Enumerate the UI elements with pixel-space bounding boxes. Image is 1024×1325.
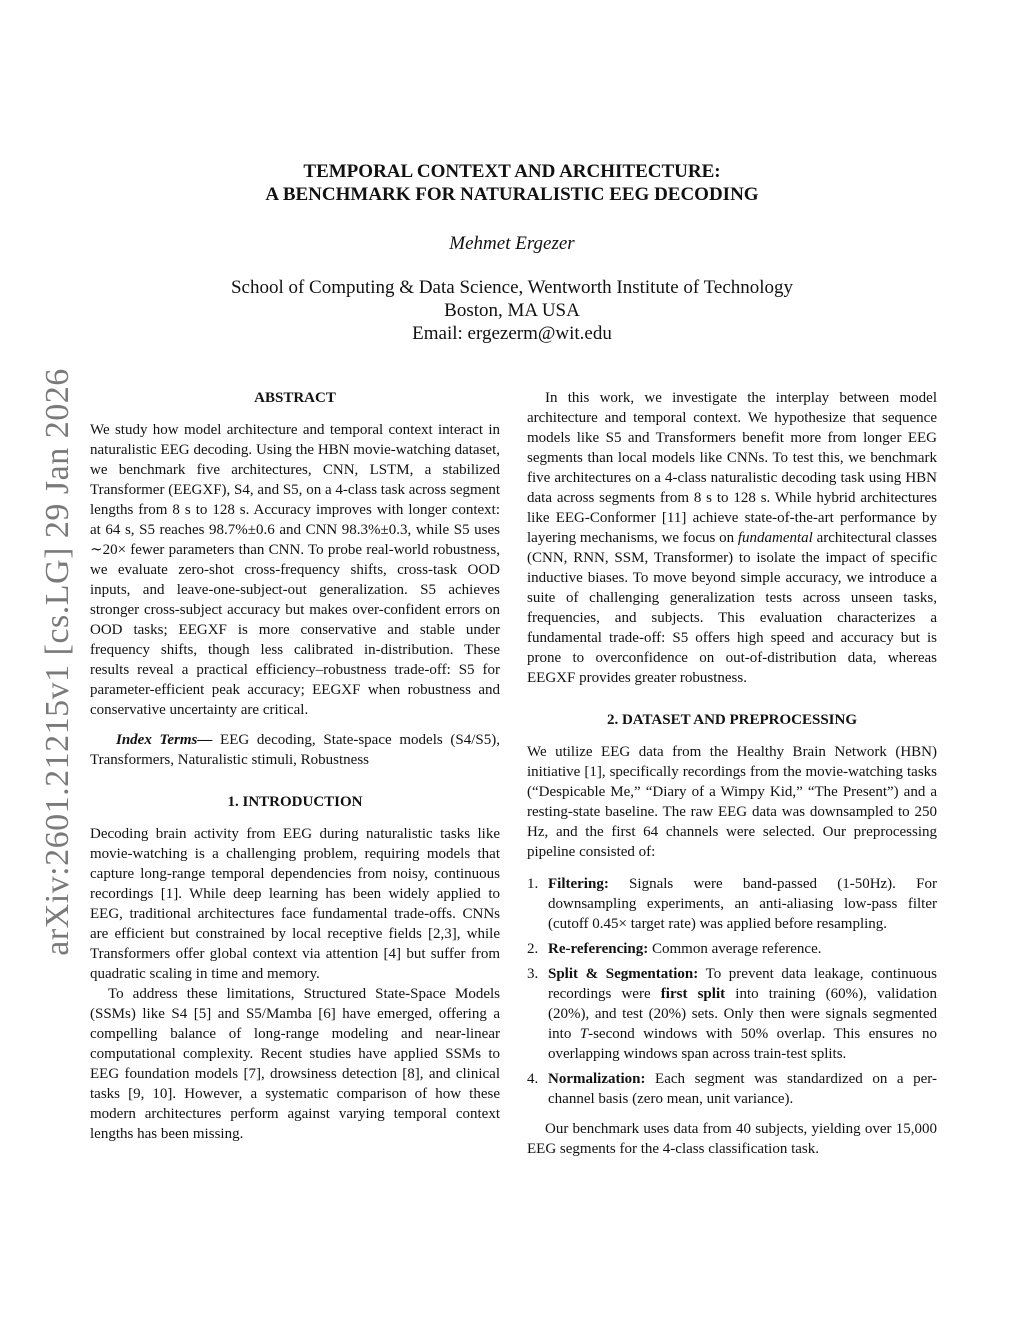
list-item bbox=[527, 1069, 937, 1109]
step-term: Normalization: bbox=[548, 1071, 646, 1087]
list-item bbox=[527, 874, 937, 934]
preprocessing-steps bbox=[527, 874, 937, 1109]
paper-header bbox=[0, 160, 1024, 345]
step-term: Split & Segmentation: bbox=[548, 966, 699, 982]
intro-paragraph-1: Decoding brain activity from EEG during naturalistic tasks like movie-watching is a challenging problem, requiring models that capture long-range temporal dependencies from noisy, continuous recordings [1]. While deep learning has been widely applied to EEG, traditional architectures face fundamental trade-offs. CNNs are efficient but constrained by local receptive fields [2,3], while Transformers offer global context via attention [4] but suffer from quadratic scaling in time and memory. bbox=[90, 826, 500, 982]
step-number: 4. bbox=[527, 1071, 539, 1087]
dataset-intro: We utilize EEG data from the Healthy Brain Network (HBN) initiative [1], specifically recordings from the movie-watching tasks (“Despicable Me,” “Diary of a Wimpy Kid,” “The Present”) and a resting-state baseline. The raw EEG data was downsampled to 250 Hz, and the first 64 channels were selected. Our preprocessing pipeline consisted of: bbox=[527, 744, 937, 860]
title-line-1: TEMPORAL CONTEXT AND ARCHITECTURE: bbox=[303, 161, 721, 182]
intro-paragraph-3 bbox=[527, 388, 937, 688]
step-text-b: into training (60%), validation (20%), and test (20%) sets. Only then were signals segmented into bbox=[548, 986, 937, 1042]
abstract-heading: ABSTRACT bbox=[254, 390, 336, 406]
step-number: 1. bbox=[527, 876, 539, 892]
step-text-a: To prevent data leakage, continuous recordings were bbox=[548, 966, 937, 1002]
arxiv-identifier: arXiv:2601.21215v1 [cs.LG] 29 Jan 2026 bbox=[39, 368, 76, 956]
list-item bbox=[527, 964, 937, 1064]
step-text: Each segment was standardized on a per-channel basis (zero mean, unit variance). bbox=[548, 1071, 937, 1107]
intro-p3-text-a: In this work, we investigate the interplay between model architecture and temporal context. We hypothesize that sequence models like S5 and Transformers benefit more from longer EEG segments than local models like CNNs. To test this, we benchmark five architectures on a 4-class naturalistic decoding task using HBN data across segments from 8 s to 128 s. While hybrid architectures like EEG-Conformer [11] achieve state-of-the-art performance by layering mechanisms, we focus on bbox=[527, 390, 937, 546]
right-column bbox=[527, 388, 937, 1159]
step-term: Filtering: bbox=[548, 876, 609, 892]
introduction-heading: 1. INTRODUCTION bbox=[227, 794, 363, 810]
intro-p3-emphasis: fundamental bbox=[737, 530, 813, 546]
title-line-2: A BENCHMARK FOR NATURALISTIC EEG DECODING bbox=[265, 184, 759, 205]
step-text: Common average reference. bbox=[648, 941, 822, 957]
index-terms-label: Index Terms— bbox=[116, 732, 213, 748]
left-column bbox=[90, 388, 500, 1144]
email-line: Email: ergezerm@wit.edu bbox=[412, 323, 612, 344]
dataset-heading: 2. DATASET AND PREPROCESSING bbox=[606, 712, 858, 728]
index-terms bbox=[90, 730, 500, 770]
affiliation bbox=[0, 276, 1024, 345]
intro-paragraph-2: To address these limitations, Structured State-Space Models (SSMs) like S4 [5] and S5/Mamba [6] have emerged, offering a compelling balance of long-range modeling and near-linear computational complexity. Recent studies have applied SSMs to EEG foundation models [7], drowsiness detection [8], and clinical tasks [9, 10]. However, a systematic comparison of how these modern architectures perform against varying temporal context lengths has been missing. bbox=[90, 986, 500, 1142]
step-number: 2. bbox=[527, 941, 539, 957]
step-body bbox=[548, 939, 937, 959]
step-term: Re-referencing: bbox=[548, 941, 649, 957]
step-text: Signals were band-passed (1-50Hz). For downsampling experiments, an anti-aliasing low-pass filter (cutoff 0.45× target rate) was applied before resampling. bbox=[548, 876, 937, 932]
step-number: 3. bbox=[527, 966, 539, 982]
dataset-closing: Our benchmark uses data from 40 subjects, yielding over 15,000 EEG segments for the 4-class classification task. bbox=[527, 1121, 937, 1157]
step-variable: T bbox=[579, 1026, 589, 1042]
index-terms-list: EEG decoding, State-space models (S4/S5), Transformers, Naturalistic stimuli, Robustness bbox=[90, 732, 500, 768]
step-body bbox=[548, 1069, 937, 1109]
step-strong: first split bbox=[660, 986, 726, 1002]
affiliation-line-2: Boston, MA USA bbox=[444, 300, 580, 321]
step-body bbox=[548, 964, 937, 1064]
step-body bbox=[548, 874, 937, 934]
list-item bbox=[527, 939, 937, 959]
abstract-text: We study how model architecture and temporal context interact in naturalistic EEG decoding. Using the HBN movie-watching dataset, we benchmark five architectures, CNN, LSTM, a stabilized Transformer (EEGXF), S4, and S5, on a 4-class task across segment lengths from 8 s to 128 s. Accuracy improves with longer context: at 64 s, S5 reaches 98.7%±0.6 and CNN 98.3%±0.3, while S5 uses ∼20× fewer parameters than CNN. To probe real-world robustness, we evaluate zero-shot cross-frequency shifts, cross-task OOD inputs, and leave-one-subject-out generalization. S5 achieves stronger cross-subject accuracy but makes over-confident errors on OOD tasks; EEGXF is more conservative and stable under frequency shifts, though less calibrated in-distribution. These results reveal a practical efficiency–robustness trade-off: S5 for parameter-efficient peak accuracy; EEGXF when robustness and conservative uncertainty are critical. bbox=[90, 422, 500, 718]
affiliation-line-1: School of Computing & Data Science, Wentworth Institute of Technology bbox=[230, 277, 794, 298]
author-name: Mehmet Ergezer bbox=[449, 233, 575, 254]
intro-p3-text-b: architectural classes (CNN, RNN, SSM, Transformer) to isolate the impact of specific inductive biases. To move beyond simple accuracy, we introduce a suite of challenging generalization tests across unseen tasks, frequencies, and subjects. This evaluation characterizes a fundamental trade-off: S5 offers high speed and accuracy but is prone to overconfidence on out-of-distribution data, whereas EEGXF provides greater robustness. bbox=[527, 530, 937, 686]
step-text-c: -second windows with 50% overlap. This ensures no overlapping windows span across train-test splits. bbox=[548, 1026, 938, 1062]
